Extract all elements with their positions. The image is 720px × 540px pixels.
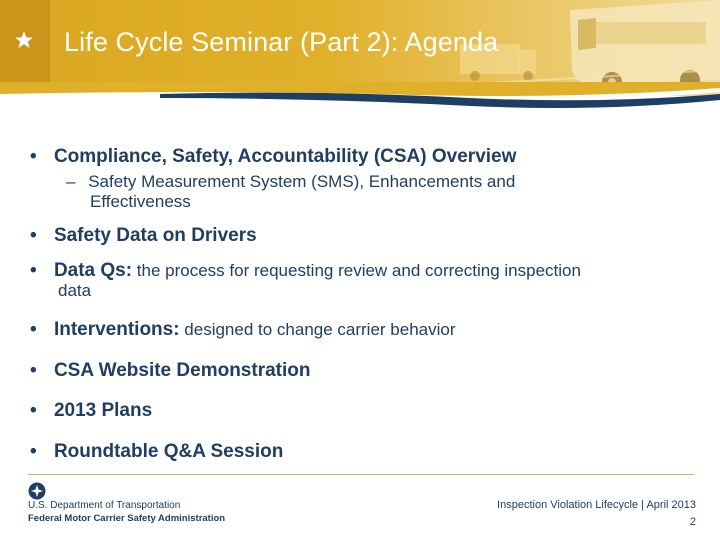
- agenda-item-data-qs: [30, 260, 581, 282]
- agenda-item-description: designed to change carrier behavior: [179, 320, 456, 339]
- agenda-item-label: Safety Data on Drivers: [53, 225, 257, 246]
- footer-divider: [28, 474, 694, 475]
- slide-title: Life Cycle Seminar (Part 2): Agenda: [64, 27, 499, 57]
- agenda-subitem-line2: Effectiveness: [90, 192, 191, 211]
- footer-caption: Inspection Violation Lifecycle | April 2013: [497, 499, 696, 511]
- page-number: 2: [689, 516, 696, 528]
- agenda-item-csa-overview: [30, 146, 516, 168]
- footer-department: U.S. Department of Transportation: [28, 500, 181, 511]
- footer-agency: Federal Motor Carrier Safety Administration: [28, 513, 226, 524]
- bullet: •: [30, 146, 37, 167]
- bullet: •: [30, 319, 37, 340]
- agenda-item-driver-data: [30, 225, 257, 247]
- agenda-subitem-line1: Safety Measurement System (SMS), Enhancements and: [88, 172, 516, 191]
- agenda-item-interventions: [30, 319, 456, 341]
- bullet: •: [30, 225, 37, 246]
- agenda-item-label: 2013 Plans: [53, 400, 153, 421]
- agenda-item-label: Data Qs:: [53, 260, 133, 281]
- agenda-item-label: Interventions:: [53, 319, 180, 340]
- agenda-item-roundtable: [30, 441, 283, 463]
- agenda-subitem-sms: [66, 172, 515, 192]
- agenda-item-website-demo: [30, 360, 310, 382]
- dot-eagle-logo-icon: [28, 482, 46, 500]
- bullet: •: [30, 360, 37, 381]
- bullet: •: [30, 260, 37, 281]
- bullet: •: [30, 441, 37, 462]
- agenda-item-label: Roundtable Q&A Session: [53, 441, 284, 462]
- agenda-item-description: the process for requesting review and correcting inspection: [132, 261, 581, 280]
- agenda-item-label: CSA Website Demonstration: [53, 360, 311, 381]
- agenda-item-continuation: data: [58, 281, 92, 300]
- agenda-item-2013-plans: [30, 400, 152, 422]
- bullet: •: [30, 400, 37, 421]
- dash: –: [66, 172, 76, 191]
- agenda-item-label: Compliance, Safety, Accountability (CSA) Overview: [53, 146, 517, 167]
